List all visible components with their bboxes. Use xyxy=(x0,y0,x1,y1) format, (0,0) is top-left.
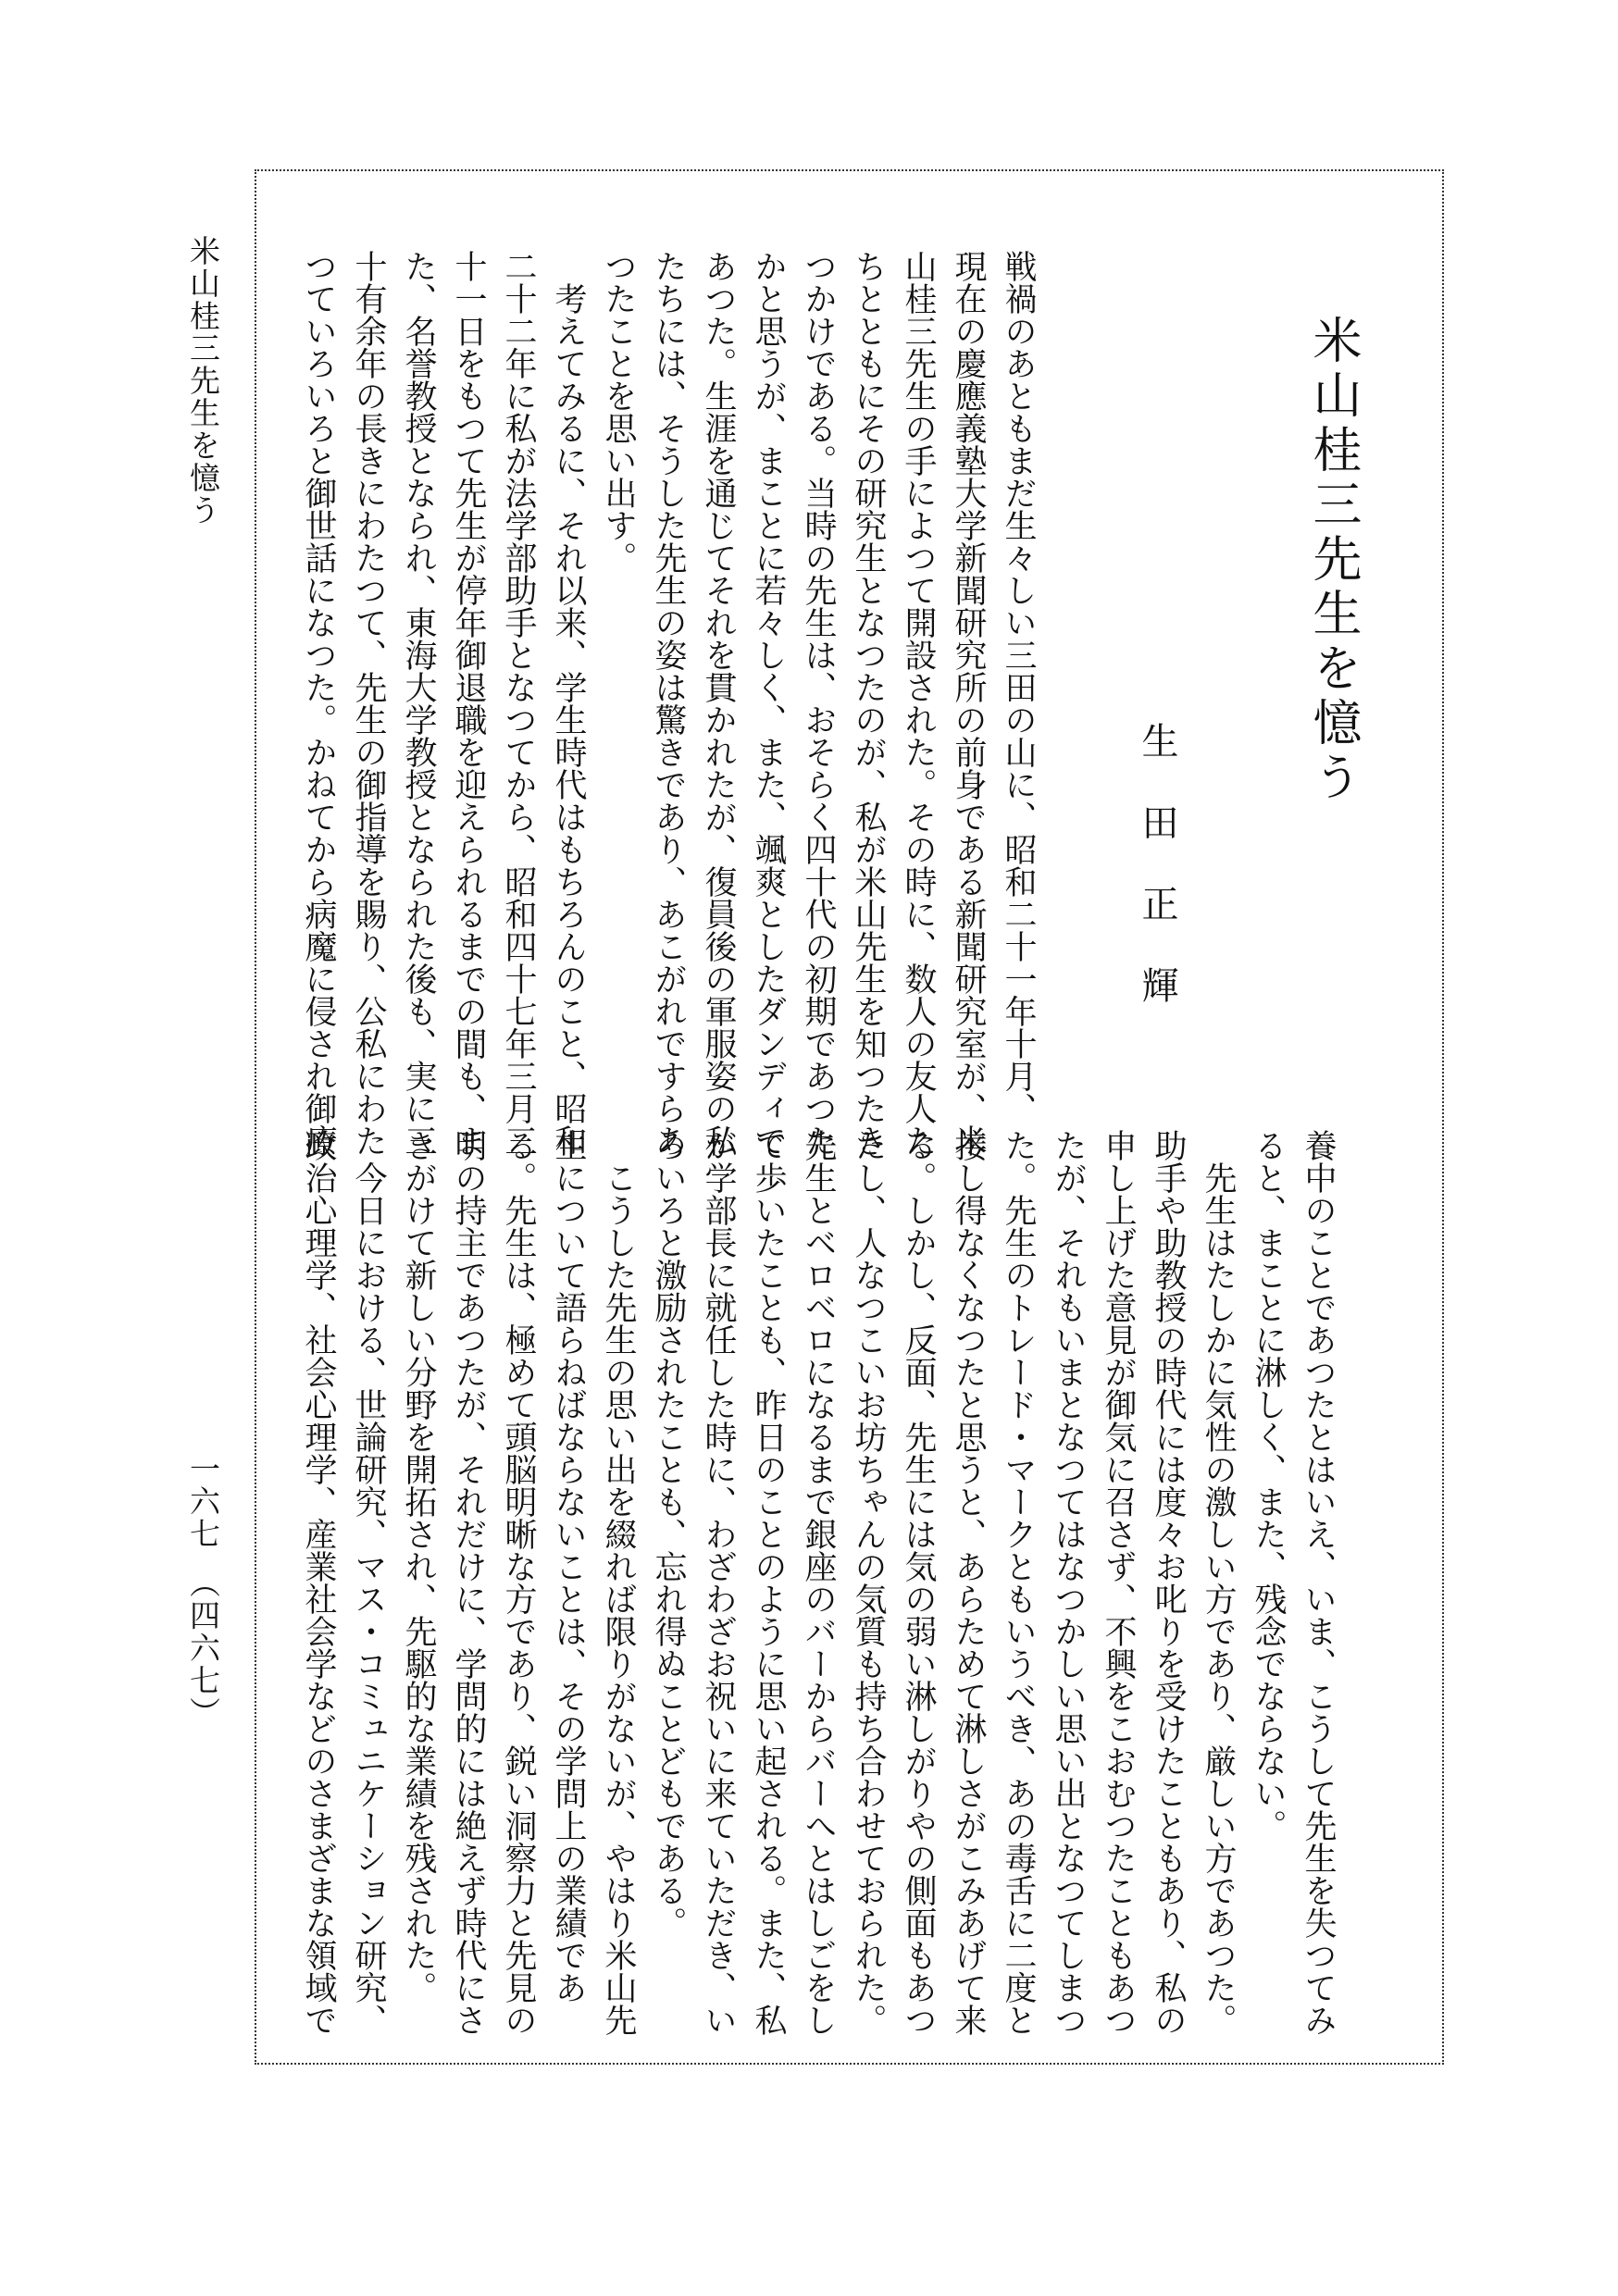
text-column: て歩いたことも、昨日のことのように思い起される。また、私 xyxy=(750,1129,787,2036)
text-column: 接し得なくなつたと思うと、あらためて淋しさがこみあげて来 xyxy=(950,1129,987,2036)
text-column: たし、人なつこいお坊ちゃんの気質も持ち合わせておられた。 xyxy=(850,1129,887,2036)
text-column: が学部長に就任した時に、わざわざお祝いに来ていただき、い xyxy=(700,1129,737,2036)
text-column: たが、それもいまとなつてはなつかしい思い出となつてしまつ xyxy=(1050,1129,1087,2036)
text-column: た、名誉教授となられ、東海大学教授となられた後も、実に三 xyxy=(400,250,437,1157)
text-column: 戦禍のあともまだ生々しい三田の山に、昭和二十一年十月、 xyxy=(1000,250,1037,1124)
text-column: 山桂三先生の手によつて開設された。その時に、数人の友人た xyxy=(900,250,937,1157)
text-column: 申し上げた意見が御気に召さず、不興をこおむつたこともあつ xyxy=(1100,1129,1137,2036)
text-column: かと思うが、まことに若々しく、また、颯爽としたダンディで xyxy=(750,250,787,1157)
author-name: 生田正輝 xyxy=(1136,722,1178,1048)
text-column: 考えてみるに、それ以来、学生時代はもちろんのこと、昭和 xyxy=(550,250,587,1157)
text-column: こうした先生の思い出を綴れば限りがないが、やはり米山先 xyxy=(600,1129,637,2036)
text-column: 養中のことであつたとはいえ、いま、こうして先生を失つてみ xyxy=(1300,1129,1337,2036)
text-column: 助手や助教授の時代には度々お叱りを受けたこともあり、私の xyxy=(1150,1129,1187,2036)
text-column: 先生はたしかに気性の激しい方であり、厳しい方であつた。 xyxy=(1200,1129,1237,2036)
text-column: つたことを思い出す。 xyxy=(600,250,637,574)
text-column: ちとともにその研究生となつたのが、私が米山先生を知つたき xyxy=(850,250,887,1157)
text-column: 十有余年の長きにわたつて、先生の御指導を賜り、公私にわた xyxy=(350,250,387,1157)
article-title: 米山桂三先生を憶う xyxy=(1305,315,1362,806)
lower-text-block xyxy=(294,1129,1342,2036)
text-column: 明の持主であつたが、それだけに、学問的には絶えず時代にさ xyxy=(450,1129,487,2036)
text-column: 生について語らねばならないことは、その学問上の業績であ xyxy=(550,1129,587,2004)
running-head: 米山桂三先生を憶う xyxy=(185,235,221,527)
text-column: あつた。生涯を通じてそれを貫かれたが、復員後の軍服姿の私 xyxy=(700,250,737,1157)
text-column: つていろいろと御世話になつた。かねてから病魔に侵され御療 xyxy=(300,250,337,1157)
text-column: 二十二年に私が法学部助手となつてから、昭和四十七年三月三 xyxy=(500,250,537,1157)
text-column: 先生とベロベロになるまで銀座のバーからバーへとはしごをし xyxy=(800,1129,837,2036)
page-number: 一六七 （四六七） xyxy=(185,1453,221,1730)
text-column: た。先生のトレード・マークともいうべき、あの毒舌に二度と xyxy=(1000,1129,1037,2036)
upper-text-block xyxy=(294,250,1042,1157)
text-column: 十一日をもつて先生が停年御退職を迎えられるまでの間も、ま xyxy=(450,250,487,1157)
text-column: る。しかし、反面、先生には気の弱い淋しがりやの側面もあつ xyxy=(900,1129,937,2036)
text-column: つかけである。当時の先生は、おそらく四十代の初期であつた xyxy=(800,250,837,1157)
text-column: ると、まことに淋しく、また、残念でならない。 xyxy=(1250,1129,1287,1842)
text-column: 今日における、世論研究、マス・コミュニケーション研究、 xyxy=(350,1129,387,2036)
text-column: ろいろと激励されたことも、忘れ得ぬことどもである。 xyxy=(650,1129,687,1939)
text-column: たちには、そうした先生の姿は驚きであり、あこがれですらあ xyxy=(650,250,687,1157)
text-column: る。先生は、極めて頭脳明晰な方であり、鋭い洞察力と先見の xyxy=(500,1129,537,2036)
text-column: きがけて新しい分野を開拓され、先駆的な業績を残された。 xyxy=(400,1129,437,2004)
text-column: 政治心理学、社会心理学、産業社会学などのさまざまな領域で xyxy=(300,1129,337,2036)
text-column: 現在の慶應義塾大学新聞研究所の前身である新聞研究室が、米 xyxy=(950,250,987,1157)
